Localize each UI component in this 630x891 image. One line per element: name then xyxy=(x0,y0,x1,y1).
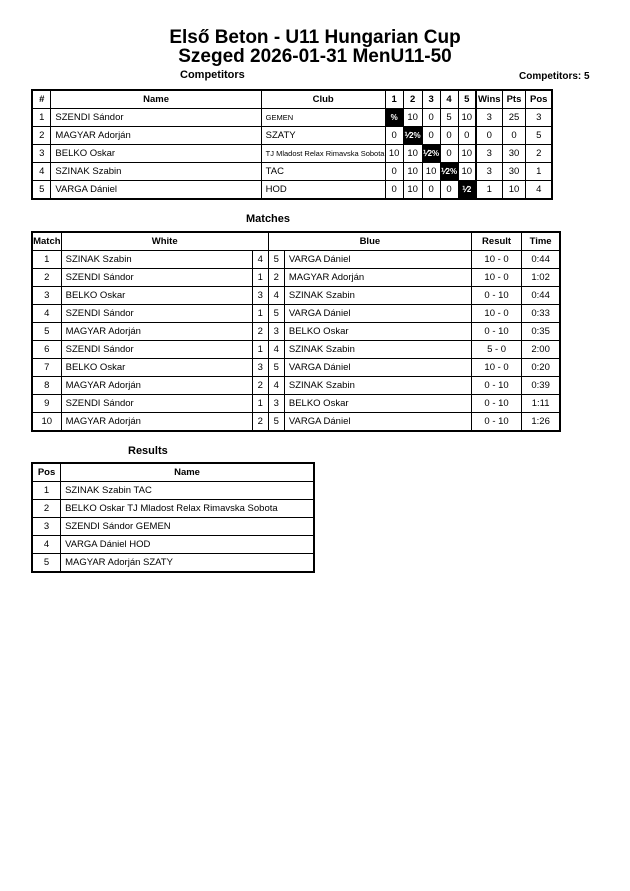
matches-header-row xyxy=(32,232,560,251)
score-cell-3: 0 xyxy=(422,109,440,127)
match-result: 0 - 10 xyxy=(471,287,521,305)
blue-number: 5 xyxy=(268,413,284,432)
score-cell-1: % xyxy=(385,109,403,127)
match-number: 8 xyxy=(32,377,61,395)
white-competitor: BELKO Oskar xyxy=(61,359,252,377)
result-row xyxy=(32,482,314,500)
match-number: 4 xyxy=(32,305,61,323)
match-time: 0:33 xyxy=(522,305,560,323)
competitor-name: SZINAK Szabin xyxy=(51,163,261,181)
blue-competitor: VARGA Dániel xyxy=(284,359,471,377)
white-competitor: MAGYAR Adorján xyxy=(61,377,252,395)
result-name: BELKO Oskar TJ Mladost Relax Rimavska Sobota xyxy=(61,500,314,518)
score-cell-2: 10 xyxy=(403,163,422,181)
match-result: 0 - 10 xyxy=(471,377,521,395)
white-number: 2 xyxy=(252,413,268,432)
score-cell-3: 10 xyxy=(422,163,440,181)
blue-competitor: MAGYAR Adorján xyxy=(284,269,471,287)
blue-number: 5 xyxy=(268,359,284,377)
match-number: 3 xyxy=(32,287,61,305)
competitor-wins: 0 xyxy=(476,127,502,145)
score-cell-2: 10 xyxy=(403,109,422,127)
competitor-number: 2 xyxy=(32,127,51,145)
page-subtitle: Szeged 2026-01-31 MenU11-50 xyxy=(178,46,452,67)
competitor-wins: 1 xyxy=(476,181,502,200)
col-blue: Blue xyxy=(268,232,471,251)
result-position: 1 xyxy=(32,482,61,500)
competitor-row xyxy=(32,181,552,200)
blue-number: 5 xyxy=(268,251,284,269)
result-row xyxy=(32,554,314,573)
score-cell-2: 10 xyxy=(403,181,422,200)
competitor-name: MAGYAR Adorján xyxy=(51,127,261,145)
competitor-club: TJ Mladost Relax Rimavska Sobota xyxy=(261,145,385,163)
result-row xyxy=(32,536,314,554)
score-cell-5: 0 xyxy=(458,127,476,145)
match-time: 0:44 xyxy=(522,287,560,305)
col-time: Time xyxy=(522,232,560,251)
score-cell-5: 10 xyxy=(458,145,476,163)
match-time: 0:20 xyxy=(522,359,560,377)
competitor-wins: 3 xyxy=(476,163,502,181)
col-match: Match xyxy=(32,232,61,251)
competitor-name: BELKO Oskar xyxy=(51,145,261,163)
result-position: 5 xyxy=(32,554,61,573)
white-number: 1 xyxy=(252,305,268,323)
blue-competitor: SZINAK Szabin xyxy=(284,377,471,395)
match-row xyxy=(32,323,560,341)
score-cell-1: 0 xyxy=(385,163,403,181)
competitor-points: 30 xyxy=(502,145,526,163)
competitors-heading: Competitors xyxy=(180,69,245,81)
blue-number: 3 xyxy=(268,323,284,341)
blue-competitor: VARGA Dániel xyxy=(284,413,471,432)
blue-competitor: BELKO Oskar xyxy=(284,395,471,413)
match-row xyxy=(32,359,560,377)
competitor-points: 25 xyxy=(502,109,526,127)
result-row xyxy=(32,518,314,536)
col-club: Club xyxy=(261,90,385,109)
col-5: 5 xyxy=(458,90,476,109)
white-competitor: SZENDI Sándor xyxy=(61,269,252,287)
competitor-number: 5 xyxy=(32,181,51,200)
col-result-name: Name xyxy=(61,463,314,482)
blue-number: 5 xyxy=(268,305,284,323)
score-cell-3: 0 xyxy=(422,127,440,145)
col-wins: Wins xyxy=(476,90,502,109)
white-number: 1 xyxy=(252,341,268,359)
score-cell-4: 0 xyxy=(440,181,458,200)
score-cell-2: ⅟2% xyxy=(403,127,422,145)
competitor-number: 4 xyxy=(32,163,51,181)
competitor-wins: 3 xyxy=(476,145,502,163)
col-4: 4 xyxy=(440,90,458,109)
match-row xyxy=(32,413,560,432)
competitor-club: TAC xyxy=(261,163,385,181)
blue-competitor: BELKO Oskar xyxy=(284,323,471,341)
competitor-row xyxy=(32,145,552,163)
result-position: 3 xyxy=(32,518,61,536)
match-result: 0 - 10 xyxy=(471,323,521,341)
blue-competitor: VARGA Dániel xyxy=(284,305,471,323)
score-cell-5: 10 xyxy=(458,109,476,127)
blue-competitor: SZINAK Szabin xyxy=(284,341,471,359)
blue-number: 3 xyxy=(268,395,284,413)
white-number: 2 xyxy=(252,323,268,341)
score-cell-3: ⅟2% xyxy=(422,145,440,163)
match-time: 1:11 xyxy=(522,395,560,413)
blue-competitor: SZINAK Szabin xyxy=(284,287,471,305)
match-number: 7 xyxy=(32,359,61,377)
competitor-wins: 3 xyxy=(476,109,502,127)
blue-number: 4 xyxy=(268,377,284,395)
col-pos: Pos xyxy=(526,90,552,109)
match-row xyxy=(32,377,560,395)
competitor-position: 1 xyxy=(526,163,552,181)
score-cell-1: 0 xyxy=(385,181,403,200)
result-name: SZENDI Sándor GEMEN xyxy=(61,518,314,536)
competitor-position: 2 xyxy=(526,145,552,163)
white-number: 4 xyxy=(252,251,268,269)
score-cell-2: 10 xyxy=(403,145,422,163)
match-number: 6 xyxy=(32,341,61,359)
competitor-position: 3 xyxy=(526,109,552,127)
white-number: 3 xyxy=(252,287,268,305)
white-number: 1 xyxy=(252,269,268,287)
white-competitor: MAGYAR Adorján xyxy=(61,323,252,341)
competitor-points: 10 xyxy=(502,181,526,200)
result-row xyxy=(32,500,314,518)
match-number: 9 xyxy=(32,395,61,413)
match-number: 10 xyxy=(32,413,61,432)
match-row xyxy=(32,251,560,269)
col-white: White xyxy=(61,232,268,251)
match-time: 0:39 xyxy=(522,377,560,395)
result-name: SZINAK Szabin TAC xyxy=(61,482,314,500)
match-time: 2:00 xyxy=(522,341,560,359)
result-name: MAGYAR Adorján SZATY xyxy=(61,554,314,573)
competitor-club: HOD xyxy=(261,181,385,200)
match-result: 0 - 10 xyxy=(471,395,521,413)
competitor-number: 1 xyxy=(32,109,51,127)
score-cell-1: 0 xyxy=(385,127,403,145)
competitor-row xyxy=(32,127,552,145)
competitor-position: 4 xyxy=(526,181,552,200)
results-header-row xyxy=(32,463,314,482)
competitors-count: Competitors: 5 xyxy=(519,71,590,82)
white-competitor: SZENDI Sándor xyxy=(61,395,252,413)
match-time: 1:26 xyxy=(522,413,560,432)
match-result: 10 - 0 xyxy=(471,305,521,323)
competitor-club: GEMEN xyxy=(261,109,385,127)
col-num: # xyxy=(32,90,51,109)
match-row xyxy=(32,287,560,305)
score-cell-3: 0 xyxy=(422,181,440,200)
white-competitor: BELKO Oskar xyxy=(61,287,252,305)
col-name: Name xyxy=(51,90,261,109)
blue-competitor: VARGA Dániel xyxy=(284,251,471,269)
blue-number: 4 xyxy=(268,287,284,305)
competitor-number: 3 xyxy=(32,145,51,163)
match-result: 10 - 0 xyxy=(471,269,521,287)
competitor-points: 30 xyxy=(502,163,526,181)
col-3: 3 xyxy=(422,90,440,109)
white-competitor: SZENDI Sándor xyxy=(61,305,252,323)
score-cell-1: 10 xyxy=(385,145,403,163)
results-heading: Results xyxy=(128,445,168,457)
result-position: 4 xyxy=(32,536,61,554)
white-competitor: SZENDI Sándor xyxy=(61,341,252,359)
white-number: 2 xyxy=(252,377,268,395)
match-row xyxy=(32,269,560,287)
match-row xyxy=(32,341,560,359)
result-position: 2 xyxy=(32,500,61,518)
competitor-row xyxy=(32,163,552,181)
match-result: 0 - 10 xyxy=(471,413,521,432)
col-result-pos: Pos xyxy=(32,463,61,482)
col-result: Result xyxy=(471,232,521,251)
score-cell-4: ⅟2% xyxy=(440,163,458,181)
score-cell-5: ⅟2 xyxy=(458,181,476,200)
white-number: 1 xyxy=(252,395,268,413)
score-cell-4: 0 xyxy=(440,145,458,163)
blue-number: 4 xyxy=(268,341,284,359)
col-pts: Pts xyxy=(502,90,526,109)
score-cell-4: 5 xyxy=(440,109,458,127)
competitors-table xyxy=(31,89,553,200)
competitor-points: 0 xyxy=(502,127,526,145)
white-competitor: MAGYAR Adorján xyxy=(61,413,252,432)
match-result: 5 - 0 xyxy=(471,341,521,359)
match-time: 0:44 xyxy=(522,251,560,269)
score-cell-5: 10 xyxy=(458,163,476,181)
competitors-header-row xyxy=(32,90,552,109)
match-result: 10 - 0 xyxy=(471,359,521,377)
blue-number: 2 xyxy=(268,269,284,287)
match-number: 2 xyxy=(32,269,61,287)
white-number: 3 xyxy=(252,359,268,377)
white-competitor: SZINAK Szabin xyxy=(61,251,252,269)
results-table xyxy=(31,462,315,573)
match-row xyxy=(32,305,560,323)
match-time: 1:02 xyxy=(522,269,560,287)
col-1: 1 xyxy=(385,90,403,109)
page-title: Első Beton - U11 Hungarian Cup xyxy=(169,27,461,48)
competitor-club: SZATY xyxy=(261,127,385,145)
match-row xyxy=(32,395,560,413)
match-result: 10 - 0 xyxy=(471,251,521,269)
competitor-position: 5 xyxy=(526,127,552,145)
match-time: 0:35 xyxy=(522,323,560,341)
matches-heading: Matches xyxy=(246,213,291,225)
match-number: 1 xyxy=(32,251,61,269)
result-name: VARGA Dániel HOD xyxy=(61,536,314,554)
competitor-row xyxy=(32,109,552,127)
competitor-name: SZENDI Sándor xyxy=(51,109,261,127)
competitor-name: VARGA Dániel xyxy=(51,181,261,200)
col-2: 2 xyxy=(403,90,422,109)
match-number: 5 xyxy=(32,323,61,341)
score-cell-4: 0 xyxy=(440,127,458,145)
matches-table xyxy=(31,231,561,432)
